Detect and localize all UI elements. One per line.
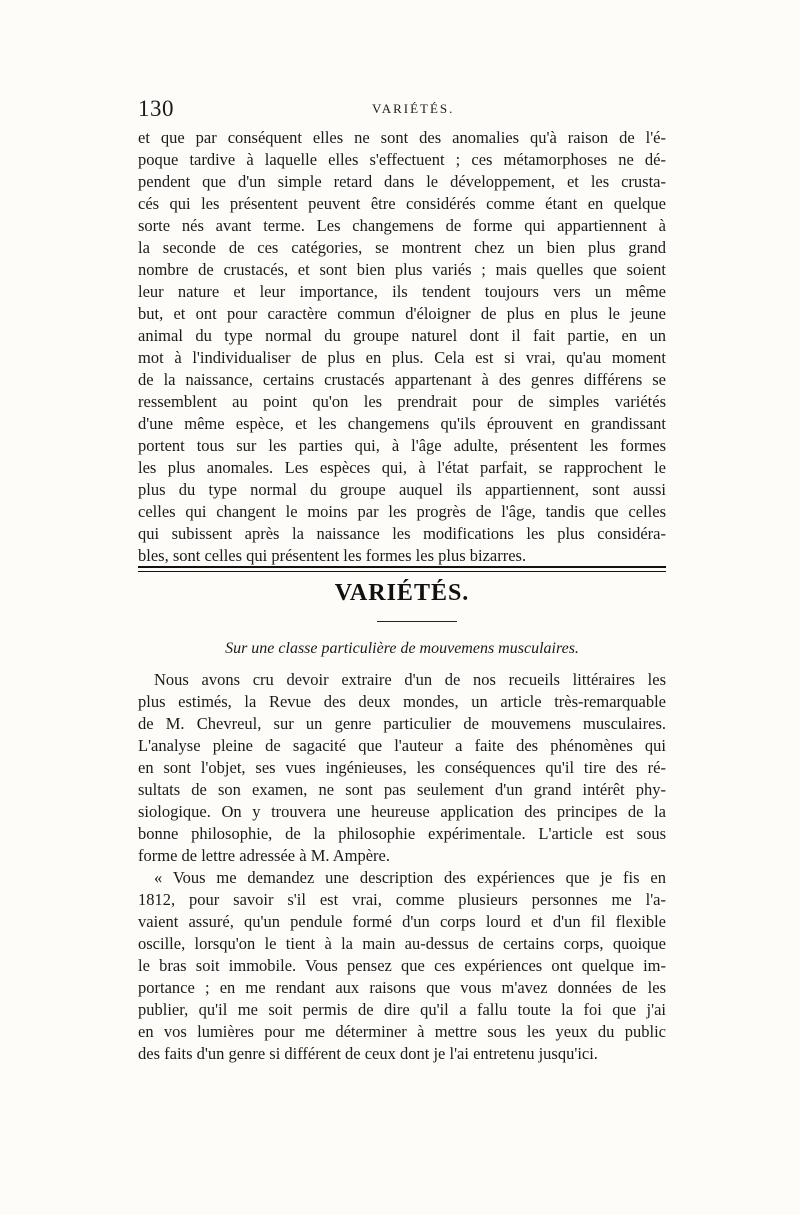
article-body: [138, 669, 666, 1065]
text-line: d'une même espèce, et les changemens qu'ils éprouvent en grandissant: [138, 414, 666, 433]
text-line: bonne philosophie, de la philosophie expérimentale. L'article est sous: [138, 824, 666, 843]
text-line: siologique. On y trouvera une heureuse application des principes de la: [138, 802, 666, 821]
text-line: celles qui changent le moins par les progrès de l'âge, tandis que celles: [138, 502, 666, 521]
text-line: la seconde de ces catégories, se montrent chez un bien plus grand: [138, 238, 666, 257]
text-line: 1812, pour savoir s'il est vrai, comme plusieurs personnes me l'a-: [138, 890, 666, 909]
text-line: nombre de crustacés, et sont bien plus variés ; mais quelles que soient: [138, 260, 666, 279]
text-line: en vos lumières pour me déterminer à mettre sous les yeux du public: [138, 1022, 666, 1041]
text-line: qui subissent après la naissance les modifications les plus considéra-: [138, 524, 666, 543]
text-line: forme de lettre adressée à M. Ampère.: [138, 846, 390, 865]
text-line: publier, qu'il me soit permis de dire qu'il a fallu toute la foi que j'ai: [138, 1000, 666, 1019]
text-line: leur nature et leur importance, ils tendent toujours vers un même: [138, 282, 666, 301]
text-line: de la naissance, certains crustacés appartenant à des genres différens se: [138, 370, 666, 389]
text-line: et que par conséquent elles ne sont des anomalies qu'à raison de l'é-: [138, 128, 666, 147]
text-line: L'analyse pleine de sagacité que l'auteur a faite des phénomènes qui: [138, 736, 666, 755]
text-line: vaient assuré, qu'un pendule formé d'un corps lourd et d'un fil flexible: [138, 912, 666, 931]
running-head: [138, 96, 666, 124]
text-line: plus estimés, la Revue des deux mondes, un article très-remarquable: [138, 692, 666, 711]
top-paragraph: [138, 127, 666, 567]
page-number: 130: [138, 96, 174, 121]
text-line: portance ; en me rendant aux raisons que vous m'avez données de les: [138, 978, 666, 997]
text-line: animal du type normal du groupe naturel dont il fait partie, en un: [138, 326, 666, 345]
text-line: plus du type normal du groupe auquel ils appartiennent, sont aussi: [138, 480, 666, 499]
text-line: cés qui les présentent peuvent être considérés comme étant en quelque: [138, 194, 666, 213]
title-rule: [377, 621, 457, 622]
text-line: portent tous sur les parties qui, à l'âge adulte, présentent les formes: [138, 436, 666, 455]
text-line: pendent que d'un simple retard dans le développement, et les crusta-: [138, 172, 666, 191]
section-separator-bottom: [138, 571, 666, 572]
text-line: sorte nés avant terme. Les changemens de forme qui appartiennent à: [138, 216, 666, 235]
text-line: mot à l'individualiser de plus en plus. Cela est si vrai, qu'au moment: [138, 348, 666, 367]
text-line: en sont l'objet, ses vues ingénieuses, les conséquences qu'il tire des ré-: [138, 758, 666, 777]
section-separator-top: [138, 566, 666, 568]
text-line: les plus anomales. Les espèces qui, à l'état parfait, se rapprochent le: [138, 458, 666, 477]
text-line: « Vous me demandez une description des expériences que je fis en: [154, 868, 666, 887]
text-line: de M. Chevreul, sur un genre particulier de mouvemens musculaires.: [138, 714, 666, 733]
text-line: le bras soit immobile. Vous pensez que ces expériences ont quelque im-: [138, 956, 666, 975]
running-title: VARIÉTÉS.: [372, 101, 455, 116]
text-line: Nous avons cru devoir extraire d'un de nos recueils littéraires les: [154, 670, 666, 689]
text-line: des faits d'un genre si différent de ceux dont je l'ai entretenu jusqu'ici.: [138, 1044, 598, 1063]
text-line: sultats de son examen, ne sont pas seulement d'un grand intérêt phy-: [138, 780, 666, 799]
text-line: bles, sont celles qui présentent les formes les plus bizarres.: [138, 546, 527, 565]
text-line: oscille, lorsqu'on le tient à la main au-dessus de certains corps, quoique: [138, 934, 666, 953]
text-line: poque tardive à laquelle elles s'effectuent ; ces métamorphoses ne dé-: [138, 150, 666, 169]
text-line: ressemblent au point qu'on les prendrait pour de simples variétés: [138, 392, 666, 411]
section-title: VARIÉTÉS.: [334, 580, 470, 606]
article-subtitle: Sur une classe particulière de mouvemens musculaires.: [225, 640, 579, 657]
text-line: but, et ont pour caractère commun d'éloigner de plus en plus le jeune: [138, 304, 666, 323]
